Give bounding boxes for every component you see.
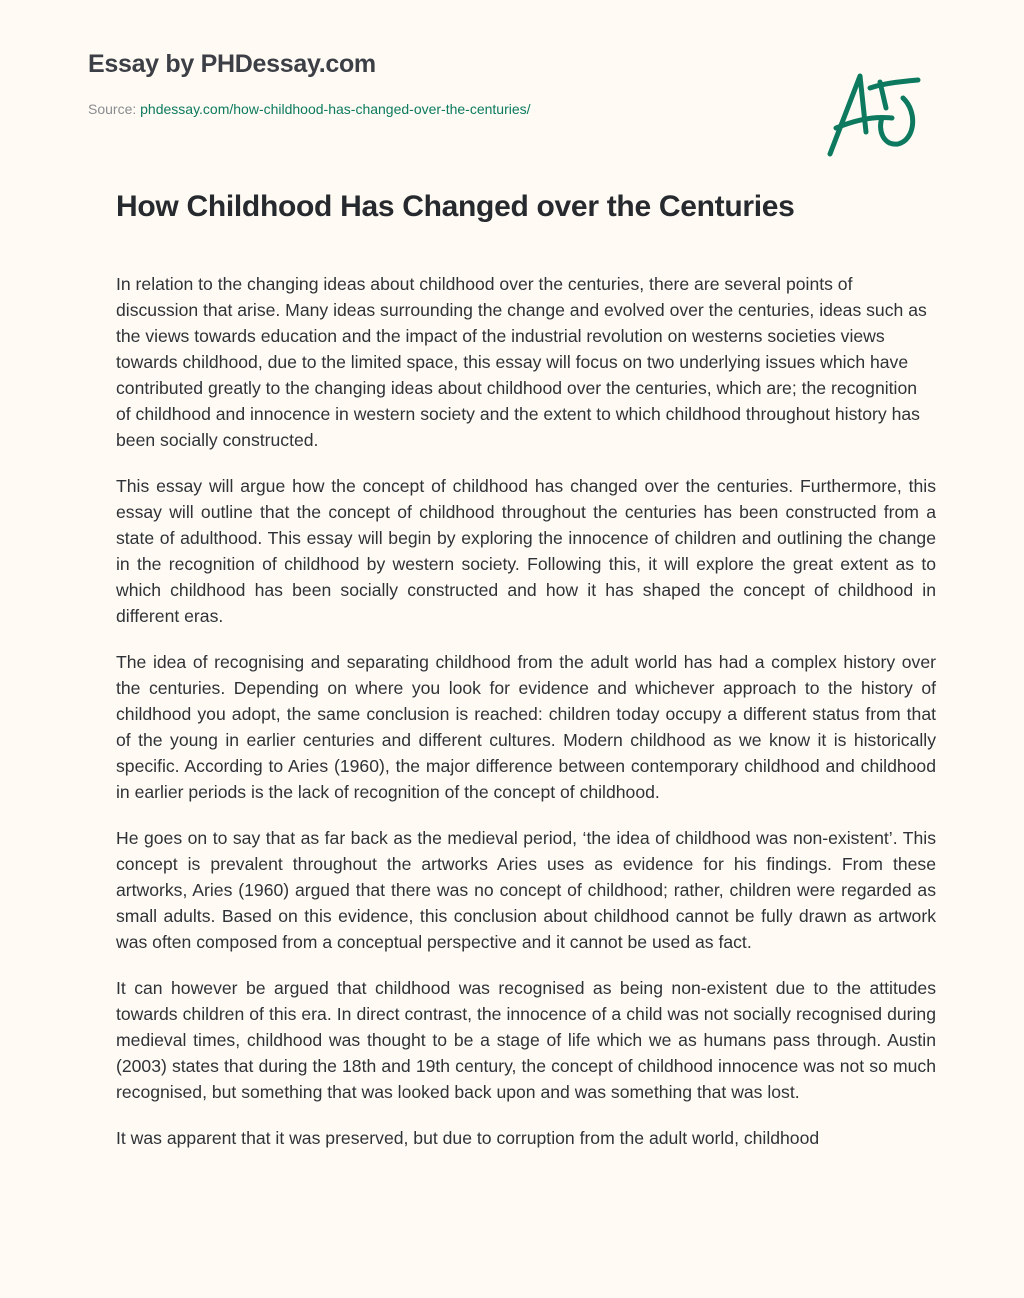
essay-paragraph: It can however be argued that childhood was recognised as being non-existent due to the attitudes towards children of this era. In direct contrast, the innocence of a child was not socially recognised during medieval times, childhood was thought to be a stage of life which we as humans pass through. Austin (2003) states that during the 18th and 19th century, the concept of childhood innocence was not so much recognised, but something that was looked back upon and was something that was lost. (116, 978, 936, 1102)
source-label: Source: (88, 101, 141, 117)
essay-paragraph: This essay will argue how the concept of childhood has changed over the centuries. Furthermore, this essay will outline that the concept of childhood throughout the centuries has been constructed from a state of adulthood. This essay will begin by exploring the innocence of children and outlining the change in the recognition of childhood by western society. Following this, it will explore the great extent as to which childhood has been socially constructed and how it has shaped the concept of childhood in different eras. (116, 476, 936, 626)
source-link[interactable]: phdessay.com/how-childhood-has-changed-over-the-centuries/ (140, 101, 531, 117)
essay-title: How Childhood Has Changed over the Centuries (116, 190, 795, 223)
source-line (88, 101, 531, 117)
essay-paragraph: In relation to the changing ideas about childhood over the centuries, there are several points of discussion that arise. Many ideas surrounding the change and evolved over the centuries, ideas such as the views towards education and the impact of the industrial revolution on westerns societies views towards childhood, due to the limited space, this essay will focus on two underlying issues which have contributed greatly to the changing ideas about childhood over the centuries, which are; the recognition of childhood and innocence in western society and the extent to which childhood throughout history has been socially constructed. (116, 274, 927, 450)
essay-paragraph: He goes on to say that as far back as the medieval period, ‘the idea of childhood was non-existent’. This concept is prevalent throughout the artworks Aries uses as evidence for his findings. From these artworks, Aries (1960) argued that there was no concept of childhood; rather, children were regarded as small adults. Based on this evidence, this conclusion about childhood cannot be fully drawn as artwork was often composed from a conceptual perspective and it cannot be used as fact. (116, 828, 936, 952)
essay-paragraph: It was apparent that it was preserved, but due to corruption from the adult world, childhood (116, 1128, 820, 1148)
brand-title: Essay by PHDessay.com (88, 50, 376, 78)
essay-paragraph: The idea of recognising and separating childhood from the adult world has had a complex history over the centuries. Depending on where you look for evidence and whichever approach to the history of childhood you adopt, the same conclusion is reached: children today occupy a different status from that of the young in earlier centuries and different cultures. Modern childhood as we know it is historically specific. According to Aries (1960), the major difference between contemporary childhood and childhood in earlier periods is the lack of recognition of the concept of childhood. (116, 652, 936, 802)
essay-body (116, 271, 936, 1171)
a-plus-logo-icon (820, 62, 930, 162)
